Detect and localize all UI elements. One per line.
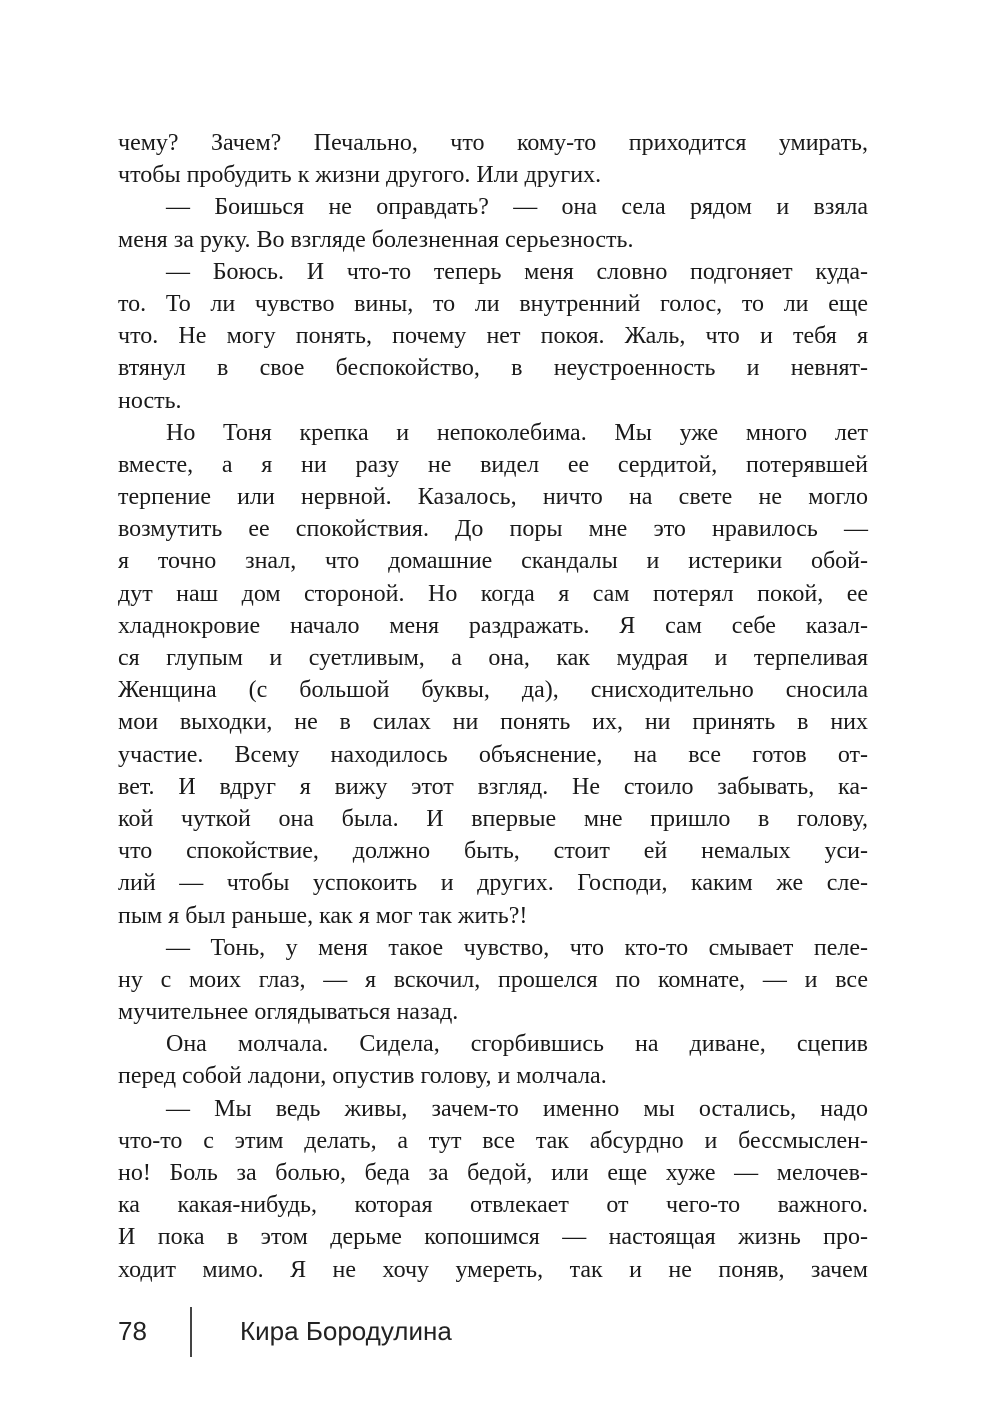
text-line: что-то с этим делать, а тут все так абсурдно и бессмыслен- <box>118 1127 868 1154</box>
text-line: — Мы ведь живы, зачем-то именно мы остались, надо <box>166 1095 868 1122</box>
text-body <box>118 127 868 1286</box>
paragraph <box>118 1093 868 1286</box>
running-author-name: Кира Бородулина <box>240 1316 452 1346</box>
text-line: Она молчала. Сидела, сгорбившись на диване, сцепив <box>166 1031 868 1058</box>
text-line: вместе, а я ни разу не видел ее сердитой, потерявшей <box>118 451 868 478</box>
text-line: ходит мимо. Я не хочу умереть, так и не поняв, зачем <box>118 1256 868 1283</box>
text-line: — Тонь, у меня такое чувство, что кто-то смывает пеле- <box>166 934 868 961</box>
text-line: то. То ли чувство вины, то ли внутренний голос, то ли еще <box>118 290 868 317</box>
paragraph <box>118 1028 868 1092</box>
text-line: терпение или нервной. Казалось, ничто на свете не могло <box>118 484 868 511</box>
text-line: — Боюсь. И что-то теперь меня словно подгоняет куда- <box>166 258 868 285</box>
text-line: ность. <box>118 387 182 414</box>
text-line: И пока в этом дерьме копошимся — настоящая жизнь про- <box>118 1224 868 1251</box>
text-line: я точно знал, что домашние скандалы и истерики обой- <box>118 548 868 575</box>
text-line: но! Боль за болью, беда за бедой, или еще хуже — мелочев- <box>118 1160 868 1186</box>
text-line: мои выходки, не в силах ни понять их, ни принять в них <box>118 709 868 736</box>
text-line: чтобы пробудить к жизни другого. Или других. <box>118 162 602 189</box>
text-line: кой чуткой она была. И впервые мне пришло в голову, <box>118 805 868 832</box>
paragraph <box>118 127 868 191</box>
text-line: втянул в свое беспокойство, в неустроенность и невнят- <box>118 355 868 382</box>
footer-divider <box>190 1307 192 1357</box>
text-line: вет. И вдруг я вижу этот взгляд. Не стоило забывать, ка- <box>118 773 868 800</box>
text-line: что спокойствие, должно быть, стоит ей немалых уси- <box>118 838 868 865</box>
text-line: ся глупым и суетливым, а она, как мудрая и терпеливая <box>118 645 868 671</box>
paragraph <box>118 191 868 255</box>
text-line: чему? Зачем? Печально, что кому-то приходится умирать, <box>118 130 868 156</box>
text-line: хладнокровие начало меня раздражать. Я сам себе казал- <box>118 612 868 639</box>
text-line: возмутить ее спокойствия. До поры мне это нравилось — <box>118 516 868 543</box>
text-line: перед собой ладони, опустив голову, и молчала. <box>118 1063 607 1090</box>
text-line: — Боишься не оправдать? — она села рядом и взяла <box>166 194 868 221</box>
paragraph <box>118 932 868 1029</box>
text-line: что. Не могу понять, почему нет покоя. Жаль, что и тебя я <box>118 323 868 350</box>
page-footer <box>0 1305 1005 1361</box>
text-line: ну с моих глаз, — я вскочил, прошелся по комнате, — и все <box>118 966 868 993</box>
text-line: меня за руку. Во взгляде болезненная серьезность. <box>118 226 634 253</box>
text-line: участие. Всему находилось объяснение, на все готов от- <box>118 741 868 768</box>
text-line: лий — чтобы успокоить и других. Господи, каким же сле- <box>118 870 868 897</box>
text-line: мучительнее оглядываться назад. <box>118 999 459 1026</box>
text-line: ка какая-нибудь, которая отвлекает от чего-то важного. <box>118 1192 868 1219</box>
paragraph <box>118 417 868 932</box>
text-line: пым я был раньше, как я мог так жить?! <box>118 902 528 929</box>
page-number: 78 <box>118 1316 147 1346</box>
paragraph <box>118 256 868 417</box>
text-line: дут наш дом стороной. Но когда я сам потерял покой, ее <box>118 580 868 607</box>
text-line: Женщина (с большой буквы, да), снисходительно сносила <box>118 677 868 704</box>
text-line: Но Тоня крепка и непоколебима. Мы уже много лет <box>166 419 868 446</box>
